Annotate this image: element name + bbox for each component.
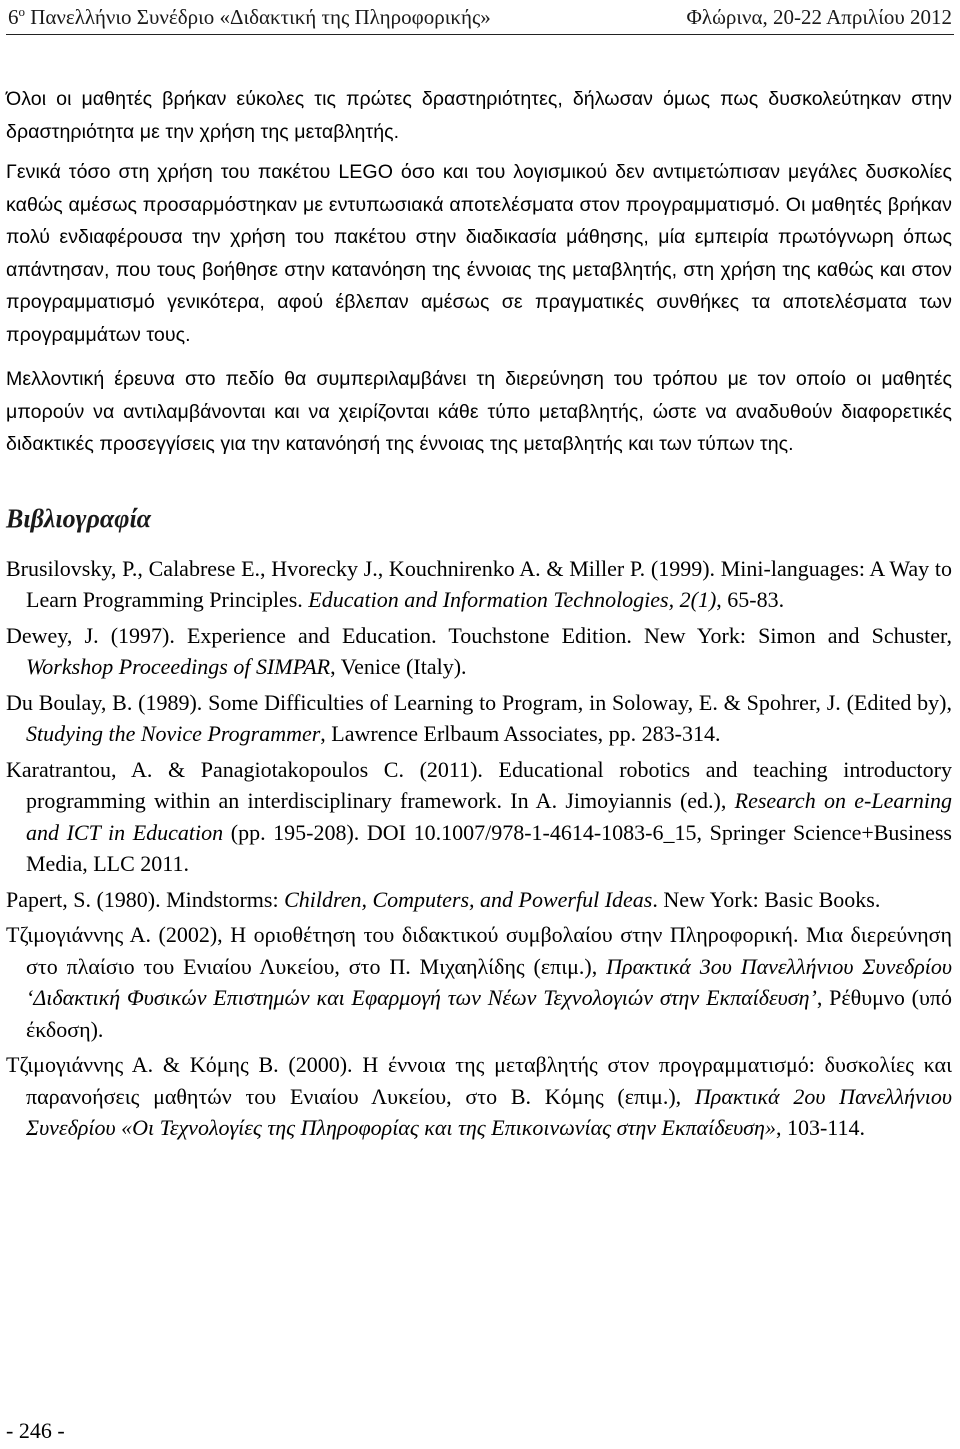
reference-list — [6, 553, 952, 1144]
page-body — [6, 83, 952, 1148]
reference-item: Du Boulay, B. (1989). Some Difficulties of Learning to Program, in Soloway, E. & Spohrer, J. (Edited by), Studying the Novice Programmer, Lawrence Erlbaum Associates, pp. 283-314. — [6, 689, 952, 746]
paragraph-3: Μελλοντική έρευνα στο πεδίο θα συμπεριλαμβάνει τη διερεύνηση του τρόπου με τον οποίο οι μαθητές μπορούν να αντιλαμβάνονται και να χειρίζονται κάθε τύπο μεταβλητής, ώστε να αναδυθούν διαφορετικές διδακτικές προσεγγίσεις για την κατανόησή της έννοιας της μεταβλητής και των τύπων της. — [6, 368, 952, 455]
reference-item: Papert, S. (1980). Mindstorms: Children, Computers, and Powerful Ideas. New York: Basic Books. — [6, 886, 881, 912]
reference-item: Brusilovsky, P., Calabrese E., Hvorecky J., Kouchnirenko A. & Miller P. (1999). Mini-languages: A Way to Learn Programming Principles. Education and Information Technologies, 2(1), 65-83. — [6, 555, 952, 612]
header-location-date: Φλώρινα, 20-22 Απριλίου 2012 — [686, 5, 952, 29]
reference-item: Karatrantou, A. & Panagiotakopoulos C. (2011). Educational robotics and teaching introductory programming within an interdisciplinary framework. In A. Jimoyiannis (ed.), Research on e-Learning and ICT in Education (pp. 195-208). DOI 10.1007/978-1-4614-1083-6_15, Springer Science+Business Media, LLC 2011. — [6, 756, 953, 876]
header-number: 6 — [8, 5, 19, 29]
header-conference-name: Πανελλήνιο Συνέδριο «Διδακτική της Πληροφορικής» — [25, 5, 491, 29]
header-ordinal: ο — [18, 4, 25, 19]
paragraph-2: Γενικά τόσο στη χρήση του πακέτου LEGO όσο και του λογισμικού δεν αντιμετώπισαν μεγάλες δυσκολίες καθώς αμέσως προσαρμόστηκαν με εντυπωσιακά αποτελέσματα στον προγραμματισμό. Οι μαθητές βρήκαν πολύ ενδιαφέρουσα την χρήση του πακέτου στην διαδικασία μάθησης, μία εμπειρία πρωτόγνωρη όπως απάντησαν, που τους βοήθησε στην κατανόηση της έννοιας της μεταβλητής, στη χρήση της καθώς και στον προγραμματισμό γενικότερα, αφού έβλεπαν αμέσως σε πραγματικές συνθήκες τα αποτελέσματα των προγραμμάτων τους. — [6, 161, 952, 346]
running-header — [8, 4, 952, 34]
reference-item: Τζιμογιάννης Α. (2002), Η οριοθέτηση του διδακτικού συμβολαίου στην Πληροφορική. Μια διερεύνηση στο πλαίσιο του Ενιαίου Λυκείου, στο Π. Μιχαηλίδης (επιμ.), Πρακτικά 3ου Πανελλήνιου Συνεδρίου ‘Διδακτική Φυσικών Επιστημών και Εφαρμογή των Νέων Τεχνολογιών στην Εκπαίδευση’, Ρέθυμνο (υπό έκδοση). — [6, 922, 952, 1042]
header-conference — [8, 4, 491, 30]
bibliography-heading: Βιβλιογραφία — [6, 503, 152, 533]
header-divider — [6, 34, 954, 35]
reference-item: Τζιμογιάννης Α. & Κόμης Β. (2000). Η έννοια της μεταβλητής στον προγραμματισμό: δυσκολίες και παρανοήσεις μαθητών του Ενιαίου Λυκείου, στο Β. Κόμης (επιμ.), Πρακτικά 2ου Πανελλήνιου Συνεδρίου «Οι Τεχνολογίες της Πληροφορίας και της Επικοινωνίας στην Εκπαίδευση», 103-114. — [6, 1052, 952, 1140]
paragraph-1: Όλοι οι μαθητές βρήκαν εύκολες τις πρώτες δραστηριότητες, δήλωσαν όμως πως δυσκολεύτηκαν στην δραστηριότητα με την χρήση της μεταβλητής. — [6, 88, 952, 143]
page-number: - 246 - — [6, 1418, 65, 1443]
reference-item: Dewey, J. (1997). Experience and Education. Touchstone Edition. New York: Simon and Schuster, Workshop Proceedings of SIMPAR, Venice (Italy). — [6, 622, 952, 679]
